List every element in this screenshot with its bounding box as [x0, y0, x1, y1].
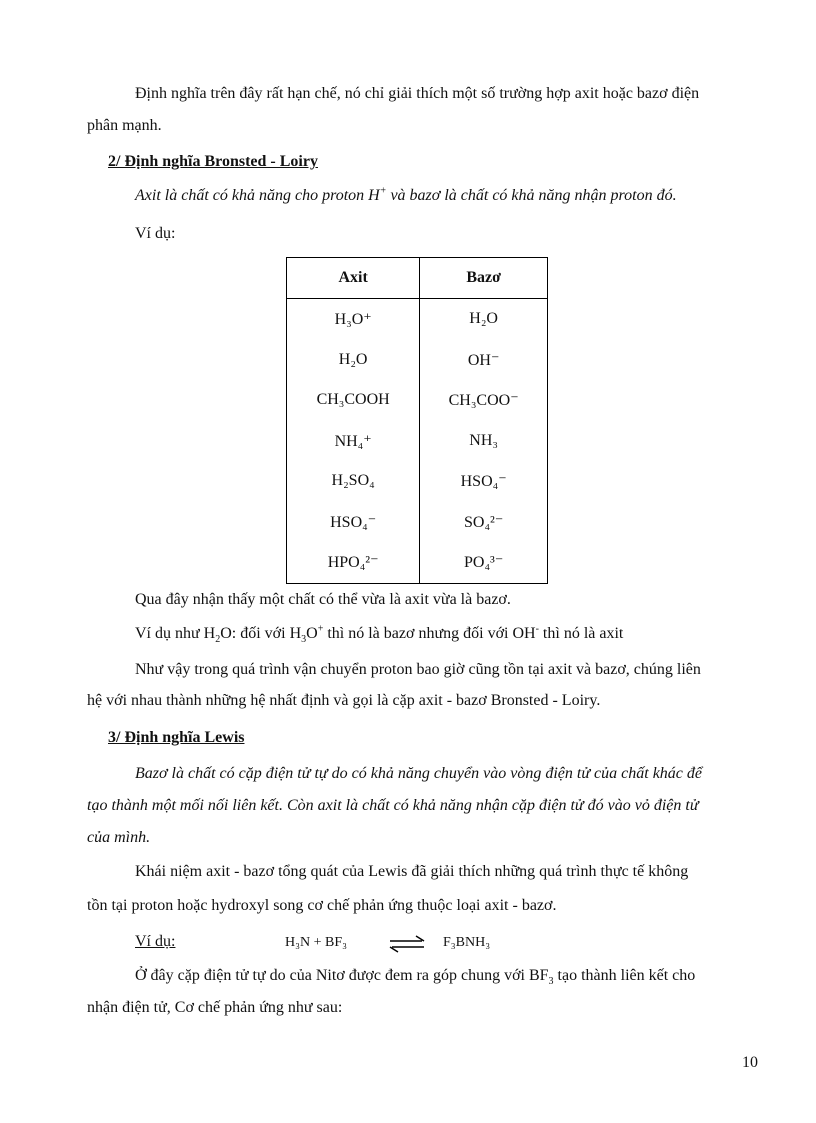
- acid-cell: H₂O: [287, 340, 420, 381]
- base-cell: SO₄²⁻: [420, 502, 548, 543]
- base-cell: PO₄³⁻: [420, 542, 548, 583]
- base-cell: OH⁻: [420, 340, 548, 381]
- base-cell: NH₃: [420, 421, 548, 462]
- acid-cell: CH₃COOH: [287, 380, 420, 421]
- closing-line-1: Ở đây cặp điện tử tự do của Nitơ được đem ra góp chung với $BF_3$ tạo thành liên kết cho: [135, 967, 696, 988]
- equilibrium-arrow-icon: [386, 934, 428, 954]
- section-2-heading: 2/ Định nghĩa Bronsted - Loiry: [108, 153, 318, 170]
- table-row: [287, 299, 548, 340]
- acid-cell: H₂SO₄: [287, 461, 420, 502]
- closing-line-2: nhận điện tử, Cơ chế phản ứng như sau:: [87, 999, 343, 1016]
- lewis-definition-line-1: Bazơ là chất có cặp điện tử tự do có khả năng chuyển vào vòng điện tử của chất khác để: [135, 765, 703, 782]
- acid-base-table: [286, 257, 548, 584]
- equation-left: H₃N + BF₃: [285, 935, 348, 950]
- lewis-definition-line-3: của mình.: [87, 829, 151, 846]
- bronsted-definition: Axit là chất có khả năng cho proton H+ và bazơ là chất có khả năng nhận proton đó.: [135, 185, 677, 204]
- after-table-line-4: hệ với nhau thành những hệ nhất định và gọi là cặp axit - bazơ Bronsted - Loiry.: [87, 692, 601, 709]
- after-table-line-3: Như vậy trong quá trình vận chuyển proton bao giờ cũng tồn tại axit và bazơ, chúng liên: [135, 661, 701, 678]
- acid-cell: HSO₄⁻: [287, 502, 420, 543]
- page-number: 10: [742, 1054, 758, 1071]
- example-label-2: Ví dụ:: [135, 225, 176, 242]
- intro-line-1: Định nghĩa trên đây rất hạn chế, nó chỉ giải thích một số trường hợp axit hoặc bazơ điện: [135, 85, 700, 102]
- table-row: [287, 380, 548, 421]
- lewis-paragraph-line-2: tồn tại proton hoặc hydroxyl song cơ chế phản ứng thuộc loại axit - bazơ.: [87, 897, 557, 914]
- example-label-3: Ví dụ:: [135, 933, 176, 950]
- table-row: [287, 542, 548, 583]
- acid-cell: H₃O⁺: [287, 299, 420, 340]
- table-row: [287, 461, 548, 502]
- header-base: Bazơ: [420, 258, 548, 299]
- base-cell: HSO₄⁻: [420, 461, 548, 502]
- base-cell: CH₃COO⁻: [420, 380, 548, 421]
- lewis-paragraph-line-1: Khái niệm axit - bazơ tổng quát của Lewis đã giải thích những quá trình thực tế không: [135, 863, 689, 880]
- header-acid: Axit: [287, 258, 420, 299]
- lewis-definition-line-2: tạo thành một mối nối liên kết. Còn axit là chất có khả năng nhận cặp điện tử đó vào vỏ điện tử: [87, 797, 699, 814]
- after-table-line-2: Ví dụ như $H_2O$: đối với $H_3O^+$ thì nó là bazơ nhưng đối với OH- thì nó là axit: [135, 623, 624, 646]
- table-row: [287, 340, 548, 381]
- equation-right: F₃BNH₃: [443, 935, 491, 950]
- acid-cell: HPO₄²⁻: [287, 542, 420, 583]
- after-table-line-1: Qua đây nhận thấy một chất có thể vừa là axit vừa là bazơ.: [135, 591, 511, 608]
- intro-line-2: phân mạnh.: [87, 117, 162, 134]
- acid-cell: NH₄⁺: [287, 421, 420, 462]
- table-row: [287, 502, 548, 543]
- table-row: [287, 421, 548, 462]
- base-cell: H₂O: [420, 299, 548, 340]
- section-3-heading: 3/ Định nghĩa Lewis: [108, 729, 245, 746]
